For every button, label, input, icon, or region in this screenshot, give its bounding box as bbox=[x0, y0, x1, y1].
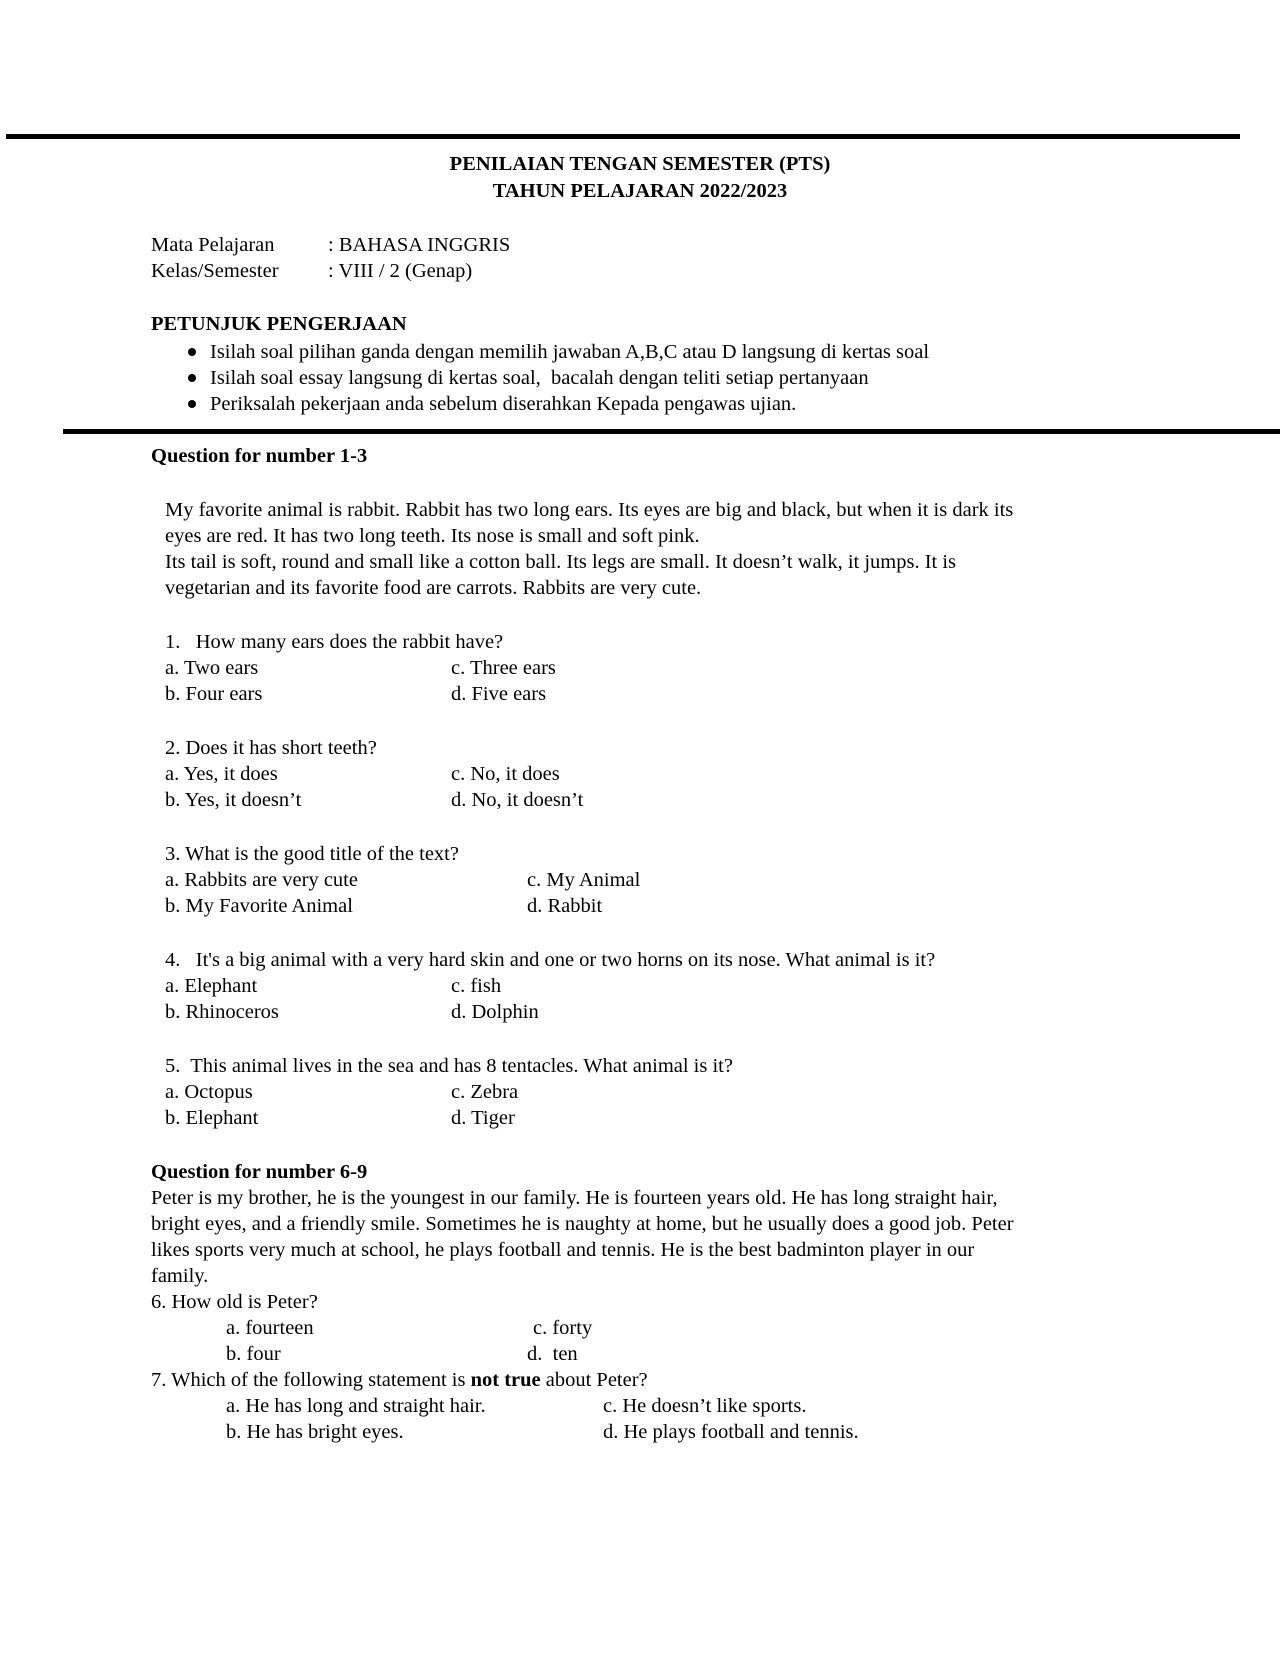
top-rule bbox=[6, 134, 1240, 139]
option-a[interactable]: a. Octopus bbox=[165, 1081, 253, 1103]
exam-title: PENILAIAN TENGAN SEMESTER (PTS) bbox=[449, 153, 831, 175]
passage-line: eyes are red. It has two long teeth. Its nose is small and soft pink. bbox=[165, 525, 700, 547]
passage-line: My favorite animal is rabbit. Rabbit has two long ears. Its eyes are big and black, but when it is dark its bbox=[165, 499, 1014, 521]
instruction-item: Periksalah pekerjaan anda sebelum diserahkan Kepada pengawas ujian. bbox=[210, 393, 797, 415]
option-a[interactable]: a. Yes, it does bbox=[165, 763, 278, 785]
option-a[interactable]: a. Rabbits are very cute bbox=[165, 869, 358, 891]
section-rule bbox=[63, 429, 1280, 434]
option-b[interactable]: b. Four ears bbox=[165, 683, 263, 705]
option-c[interactable]: c. My Animal bbox=[527, 869, 641, 891]
instruction-item: Isilah soal pilihan ganda dengan memilih jawaban A,B,C atau D langsung di kertas soal bbox=[210, 341, 930, 363]
option-a[interactable]: a. Two ears bbox=[165, 657, 259, 679]
option-a[interactable]: a. Elephant bbox=[165, 975, 258, 997]
question-text: 3. What is the good title of the text? bbox=[165, 843, 459, 865]
instruction-item: Isilah soal essay langsung di kertas soal, bacalah dengan teliti setiap pertanyaan bbox=[210, 367, 869, 389]
option-d[interactable]: d. ten bbox=[527, 1343, 578, 1365]
passage-line: Peter is my brother, he is the youngest in our family. He is fourteen years old. He has long straight hair, bbox=[151, 1187, 998, 1209]
option-b[interactable]: b. Yes, it doesn’t bbox=[165, 789, 302, 811]
option-c[interactable]: c. No, it does bbox=[451, 763, 560, 785]
question-text: 6. How old is Peter? bbox=[151, 1291, 318, 1313]
section1-heading: Question for number 1-3 bbox=[151, 445, 368, 467]
option-b[interactable]: b. Elephant bbox=[165, 1107, 259, 1129]
passage-line: bright eyes, and a friendly smile. Sometimes he is naughty at home, but he usually does a good job. Peter bbox=[151, 1213, 1014, 1235]
bullet-icon bbox=[188, 374, 196, 382]
option-d[interactable]: d. Tiger bbox=[451, 1107, 515, 1129]
option-b[interactable]: b. Rhinoceros bbox=[165, 1001, 279, 1023]
option-a[interactable]: a. He has long and straight hair. bbox=[226, 1395, 486, 1417]
bullet-icon bbox=[188, 400, 196, 408]
option-c[interactable]: c. Zebra bbox=[451, 1081, 519, 1103]
passage-line: likes sports very much at school, he plays football and tennis. He is the best badminton player in our bbox=[151, 1239, 975, 1261]
option-d[interactable]: d. Dolphin bbox=[451, 1001, 539, 1023]
question-text bbox=[151, 1367, 648, 1393]
option-d[interactable]: d. Five ears bbox=[451, 683, 547, 705]
class-label: Kelas/Semester bbox=[151, 260, 279, 282]
passage-line: family. bbox=[151, 1265, 209, 1287]
option-d[interactable]: d. Rabbit bbox=[527, 895, 603, 917]
option-c[interactable]: c. He doesn’t like sports. bbox=[603, 1395, 807, 1417]
passage-line: Its tail is soft, round and small like a cotton ball. Its legs are small. It doesn’t walk, it jumps. It is bbox=[165, 551, 957, 573]
subject-label: Mata Pelajaran bbox=[151, 234, 275, 256]
option-d[interactable]: d. No, it doesn’t bbox=[451, 789, 584, 811]
option-a[interactable]: a. fourteen bbox=[226, 1317, 314, 1339]
instructions-heading: PETUNJUK PENGERJAAN bbox=[151, 313, 407, 335]
exam-year: TAHUN PELAJARAN 2022/2023 bbox=[492, 180, 788, 202]
question-emphasis: not true bbox=[470, 1369, 541, 1391]
option-c[interactable]: c. fish bbox=[451, 975, 502, 997]
question-text: 5. This animal lives in the sea and has 8 tentacles. What animal is it? bbox=[165, 1055, 733, 1077]
option-c[interactable]: c. forty bbox=[533, 1317, 593, 1339]
question-text: 1. How many ears does the rabbit have? bbox=[165, 631, 504, 653]
option-b[interactable]: b. four bbox=[226, 1343, 281, 1365]
subject-value: : BAHASA INGGRIS bbox=[328, 234, 511, 256]
question-text-part: 7. Which of the following statement is bbox=[151, 1369, 471, 1391]
option-c[interactable]: c. Three ears bbox=[451, 657, 556, 679]
passage-line: vegetarian and its favorite food are carrots. Rabbits are very cute. bbox=[165, 577, 702, 599]
option-b[interactable]: b. My Favorite Animal bbox=[165, 895, 353, 917]
question-text-part: about Peter? bbox=[540, 1369, 648, 1391]
class-value: : VIII / 2 (Genap) bbox=[328, 260, 473, 282]
question-text: 2. Does it has short teeth? bbox=[165, 737, 377, 759]
bullet-icon bbox=[188, 348, 196, 356]
question-text: 4. It's a big animal with a very hard skin and one or two horns on its nose. What animal is it? bbox=[165, 949, 936, 971]
option-b[interactable]: b. He has bright eyes. bbox=[226, 1421, 404, 1443]
option-d[interactable]: d. He plays football and tennis. bbox=[603, 1421, 859, 1443]
section2-heading: Question for number 6-9 bbox=[151, 1161, 368, 1183]
